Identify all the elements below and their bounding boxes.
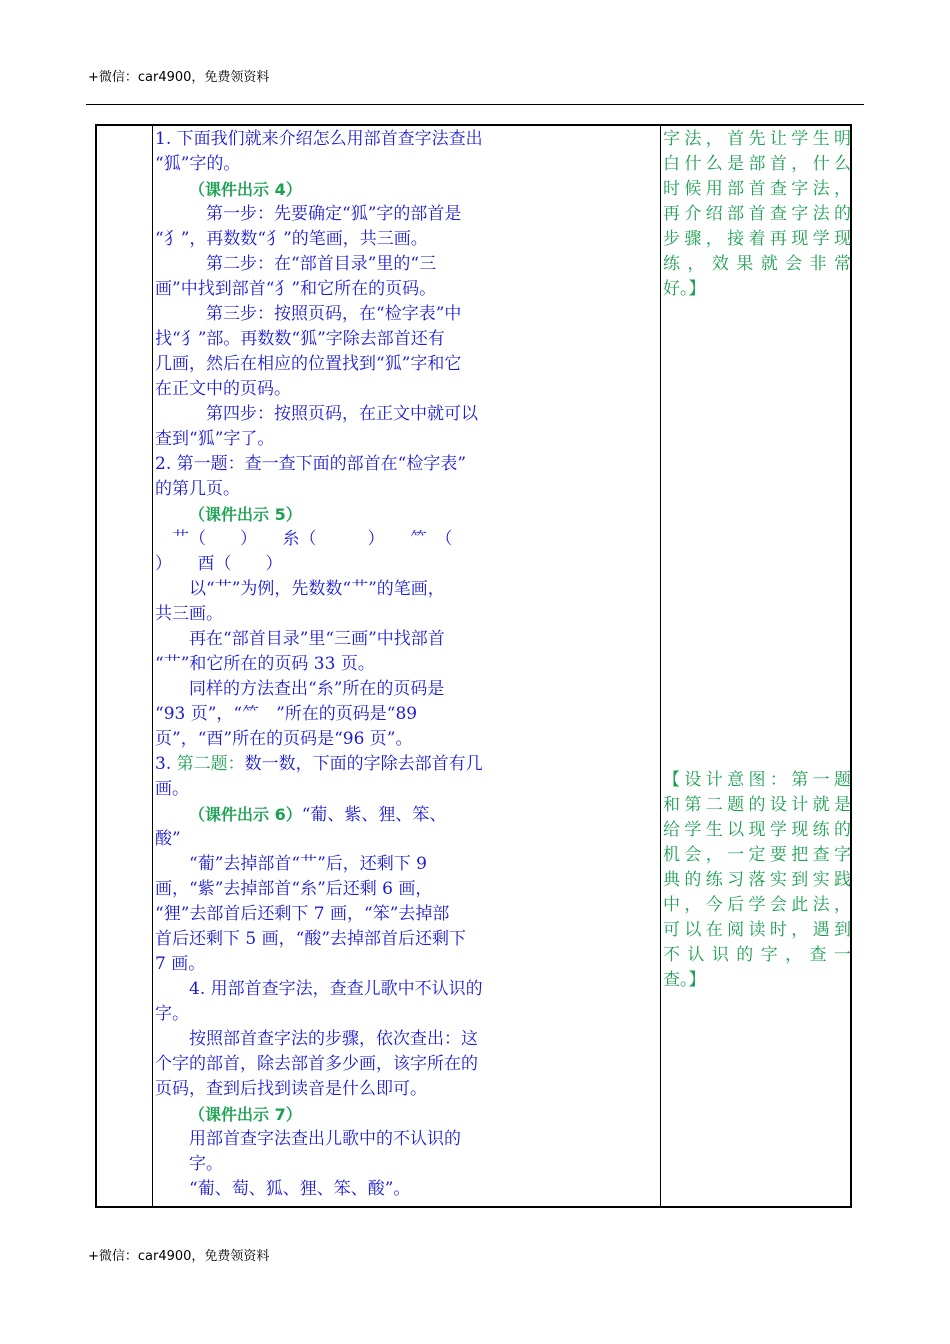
design-note-line: 机 会 ， 一 定 要 把 查 字 [663, 845, 851, 865]
design-note-line: 中 ， 今 后 学 会 此 法 ， [663, 895, 851, 915]
lesson-line [155, 827, 527, 852]
lesson-line [155, 1052, 527, 1077]
lesson-text: ） 酉（ ） [155, 554, 283, 574]
lesson-text: “艹”和它所在的页码 33 页。 [155, 654, 375, 674]
design-note-line: 好。】 [663, 279, 706, 299]
design-note-line: 字 法 ， 首 先 让 学 生 明 [663, 129, 851, 149]
lesson-line [155, 977, 527, 1002]
lesson-line [155, 1002, 527, 1027]
lesson-text: 3. [155, 754, 177, 774]
lesson-line [155, 252, 527, 277]
lesson-line [155, 527, 527, 552]
lesson-line [155, 602, 527, 627]
lesson-text: 4. 用部首查字法，查查儿歌中不认识的 [189, 979, 483, 999]
lesson-text: 以“艹”为例，先数数“艹”的笔画， [189, 579, 445, 599]
lesson-text: 字。 [155, 1004, 189, 1024]
lesson-text: 第二步：在“部首目录”里的“三 [206, 254, 437, 274]
lesson-text: 几画，然后在相应的位置找到“狐”字和它 [155, 354, 462, 374]
lesson-line [155, 377, 527, 402]
design-note-line: 练 ， 效 果 就 会 非 常 [663, 254, 851, 274]
lesson-line [155, 902, 527, 927]
lesson-text: 同样的方法查出“糸”所在的页码是 [189, 679, 445, 699]
courseware-label: （课件出示 5） [189, 505, 302, 524]
lesson-line [155, 502, 527, 527]
lesson-line [155, 1027, 527, 1052]
lesson-line [155, 352, 527, 377]
design-note-line: 给 学 生 以 现 学 现 练 的 [663, 820, 851, 840]
lesson-line [155, 452, 527, 477]
design-note-line: 步 骤 ， 接 着 再 现 学 现 [663, 229, 851, 249]
lesson-line [155, 177, 527, 202]
lesson-line [155, 1152, 527, 1177]
lesson-text: 画”中找到部首“犭”和它所在的页码。 [155, 279, 437, 299]
lesson-text: 第四步：按照页码，在正文中就可以 [206, 404, 478, 424]
footer-note: +微信：car4900，免费领资料 [88, 1249, 270, 1264]
lesson-line [155, 627, 527, 652]
lesson-text: 在正文中的页码。 [155, 379, 291, 399]
design-intent-note [663, 768, 851, 993]
lesson-line [155, 927, 527, 952]
lesson-line [155, 727, 527, 752]
lesson-line [155, 652, 527, 677]
lesson-text: “葡、萄、狐、狸、笨、酸”。 [189, 1179, 411, 1199]
lesson-line [155, 302, 527, 327]
lesson-line [155, 802, 527, 827]
lesson-text: 查到“狐”字了。 [155, 429, 275, 449]
lesson-text: 7 画。 [155, 954, 206, 974]
design-note-line: 和 第 二 题 的 设 计 就 是 [663, 795, 851, 815]
lesson-line [155, 227, 527, 252]
design-note-line: 时 候 用 部 首 查 字 法 ， [663, 179, 851, 199]
design-note-line: 不 认 识 的 字 ， 查 一 [663, 945, 851, 965]
lesson-text: 首后还剩下 5 画，“酸”去掉部首后还剩下 [155, 929, 467, 949]
lesson-line [155, 427, 527, 452]
lesson-line [155, 1102, 527, 1127]
design-note-line: 白 什 么 是 部 首 ， 什 么 [663, 154, 851, 174]
question-label: 第二题： [176, 754, 245, 774]
header-note: +微信：car4900，免费领资料 [88, 70, 270, 85]
lesson-line [155, 877, 527, 902]
lesson-text: 第一步：先要确定“狐”字的部首是 [206, 204, 462, 224]
courseware-label: （课件出示 4） [189, 180, 302, 199]
lesson-text: 艹（ ） 糸（ ） ⺮ （ [155, 529, 453, 549]
lesson-line [155, 577, 527, 602]
lesson-text: 共三画。 [155, 604, 223, 624]
lesson-text: 画，“紫”去掉部首“糸”后还剩 6 画， [155, 879, 433, 899]
lesson-text: 按照部首查字法的步骤，依次查出：这 [189, 1029, 478, 1049]
lesson-text: 字。 [189, 1154, 223, 1174]
design-note-line: 再 介 绍 部 首 查 字 法 的 [663, 204, 851, 224]
lesson-line [155, 127, 527, 152]
courseware-label: （课件出示 6） [189, 805, 302, 824]
lesson-line [155, 402, 527, 427]
lesson-line [155, 1127, 527, 1152]
header-rule [86, 104, 864, 105]
lesson-line [155, 952, 527, 977]
lesson-text: “葡、紫、狸、笨、 [301, 805, 447, 825]
lesson-text: “葡”去掉部首“艹”后，还剩下 9 [189, 854, 427, 874]
lesson-text: “狐”字的。 [155, 154, 241, 174]
lesson-text: 个字的部首，除去部首多少画，该字所在的 [155, 1054, 478, 1074]
lesson-line [155, 552, 527, 577]
lesson-text: 2. 第一题：查一查下面的部首在“检字表” [155, 454, 467, 474]
lesson-line [155, 327, 527, 352]
lesson-line [155, 277, 527, 302]
lesson-text: “犭”，再数数“犭”的笔画，共三画。 [155, 229, 428, 249]
table-column-divider-left [152, 124, 153, 1208]
lesson-steps-column [155, 127, 527, 1202]
design-note-line: 查。】 [663, 970, 706, 990]
table-column-divider-right [660, 124, 661, 1208]
lesson-text: 页码，查到后找到读音是什么即可。 [155, 1079, 427, 1099]
lesson-text: 再在“部首目录”里“三画”中找部首 [189, 629, 445, 649]
lesson-text: 的第几页。 [155, 479, 240, 499]
lesson-text: “93 页”，“⺮ ”所在的页码是“89 [155, 704, 418, 724]
lesson-line [155, 852, 527, 877]
lesson-text: 第三步：按照页码，在“检字表”中 [206, 304, 462, 324]
lesson-text: 数一数，下面的字除去部首有几 [244, 754, 483, 774]
design-note-line: 典 的 练 习 落 实 到 实 践 [663, 870, 851, 890]
lesson-line [155, 1077, 527, 1102]
lesson-line [155, 752, 527, 777]
lesson-text: 用部首查字法查出儿歌中的不认识的 [189, 1129, 461, 1149]
lesson-text: 1. 下面我们就来介绍怎么用部首查字法查出 [155, 129, 483, 149]
lesson-text: 酸” [155, 829, 181, 849]
lesson-line [155, 202, 527, 227]
design-note-line: 【 设 计 意 图 ： 第 一 题 [663, 770, 851, 790]
lesson-line [155, 677, 527, 702]
lesson-text: 找“犭”部。再数数“狐”字除去部首还有 [155, 329, 445, 349]
courseware-label: （课件出示 7） [189, 1105, 302, 1124]
lesson-text: “狸”去部首后还剩下 7 画，“笨”去掉部 [155, 904, 450, 924]
design-note-column-top [663, 127, 851, 302]
lesson-line [155, 1177, 527, 1202]
lesson-line [155, 152, 527, 177]
lesson-text: 画。 [155, 779, 189, 799]
lesson-line [155, 477, 527, 502]
design-note-line: 可 以 在 阅 读 时 ， 遇 到 [663, 920, 851, 940]
lesson-text: 页”，“酉”所在的页码是“96 页”。 [155, 729, 413, 749]
lesson-line [155, 777, 527, 802]
lesson-line [155, 702, 527, 727]
